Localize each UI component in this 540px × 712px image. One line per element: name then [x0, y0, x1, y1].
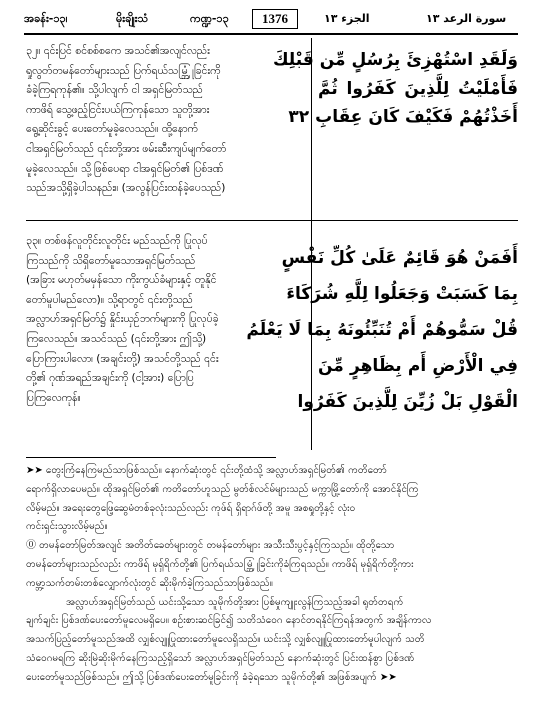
- text-line: ပြောကြားပါလော၊ (အချင်းတို့) အသင်တို့သည် ၎င်း: [26, 352, 219, 365]
- page-header: [24, 8, 518, 30]
- footnote-line: ကမ္ဘာ့သက်တမ်းတစ်လျှောက်လုံးတွင် ဆိုးမိုက်ခဲ့ကြသည်သာဖြစ်သည်။: [26, 577, 273, 589]
- text-line: ခံခဲ့ကြရကုန်၏။ သို့ပါလျက် ငါ အရှင်မြတ်သည်: [26, 84, 203, 97]
- footnote-line: ပေးတော်မူသည်ဖြစ်သည်။ ဤသို့ ပြစ်ဒဏ်ပေးတော်မူခြင်းကို ခံခဲ့ရသော သူမိုက်တို့၏ အဖြစ်အပျက် ➤➤: [26, 671, 397, 683]
- verse-separator: [26, 220, 518, 221]
- verse-33-arabic: [246, 240, 518, 420]
- footnote-line: အလ္လာဟ်အရှင်မြတ်သည် ယင်းသို့သော သူမိုက်တို့အား ပြစ်မှုကျူးလွန်ကြသည့်အခါ ရုတ်တရက်: [66, 596, 404, 608]
- footnote-line: လိမ့်မည်။ အရေးတွေဖြေ့ဆွေမံတစ်ခုလုံးသည်လည်း ကုဖ်ရ် ရှိရာဂ်ဖ်တို့ အမူ အစရှုတို့နှင့် လုံးဝ: [26, 502, 356, 514]
- arabic-line: أَفَمَنْ هُوَ قَائِمٌ عَلَىٰ كُلِّ نَفْسٍ: [281, 248, 518, 268]
- text-line: ကြသည်ကို သိရှိတော်မူသောအရှင်မြတ်သည်: [26, 254, 196, 267]
- arabic-line: قُلْ سَمُّوهُمْ أَمْ تُنَبِّئُونَهُ بِمَا لَا يَعْلَمُ: [246, 320, 518, 340]
- arabic-line: بِمَا كَسَبَتْ وَجَعَلُوا لِلَّهِ شُرَكَاءَ: [286, 284, 518, 304]
- footnote-line: ⓪ တမန်တော်မြတ်အလျင် အတိတ်ခေတ်များတွင် တမန်တော်များ အသီးသီးပွင့်နှင့်ကြသည်။ ထိုတို့သော: [26, 540, 395, 552]
- header-rule: [24, 33, 518, 35]
- text-line: ငါအရှင်မြတ်သည် ၎င်းတို့အား ဖမ်းဆီးကျပ်မျက်တော်: [26, 142, 227, 155]
- verse-32-translation: [26, 42, 304, 199]
- text-line: ၃၃။ တစ်ဖန်လူတိုင်းလူတိုင်း မည်သည်ကို ပြုလုပ်: [26, 235, 208, 247]
- section-label: ကဏ္ဍ-၁၃: [190, 12, 229, 25]
- text-line: တော်မူပါမည်လော)။ သို့ရာတွင် ၎င်းတို့သည်: [26, 293, 193, 306]
- page-number: 1376: [252, 9, 298, 29]
- arabic-line: الْقَوْلِ بَلْ زُيِّنَ لِلَّذِينَ كَفَرُوا: [297, 392, 518, 412]
- text-line: ပြကြလေကုန်။: [26, 391, 81, 404]
- juz-arabic: الجزء ١٣: [324, 12, 370, 25]
- arabic-line: أَخَذْتُهُمْ فَكَيْفَ كَانَ عِقَابِ ٣٢: [288, 107, 518, 127]
- footnote-line: သံဝေဂမရကြ ဆိုးမြဲဆိုးမိုက်နေကြသည့်ရှိသော် အလ္လာဟ်အရှင်မြတ်သည် နောက်ဆုံးတွင် ပြင်းထန်စွာ ပြစ်ဒဏ်: [26, 652, 415, 664]
- arabic-line: وَلَقَدِ اسْتُهْزِئَ بِرُسُلٍ مِّن قَبْلِكَ: [272, 50, 518, 70]
- arabic-line: فِي الْأَرْضِ أَم بِظَاهِرٍ مِّنَ: [318, 356, 518, 376]
- surah-arabic: سورة الرعد ١٣: [426, 12, 507, 25]
- text-line: ရှုလွတ်တမန်တော်များသည် ပြက်ရယ်သမ္ဘြုံခြင်းကို: [26, 64, 221, 77]
- footnote-line: အသက်ပြည့်တော်မူသည်အထိ လျှစ်လျူပြုထားတော်မူလေရှိသည်။ ယင်းသို့ လျှစ်လျူပြုထားတော်မူပါလျက် သတိ: [26, 634, 425, 646]
- text-line: ၃၂။ ၎င်းပြင် စင်စစ်စကေ အသင်၏အလျင်လည်း: [26, 45, 210, 57]
- footnote-line: ရောက်ရှိလာပေမည်။ ထိုအရှင်မြတ်၏ ကတိတော်ဟူသည် မွတ်စ်လင်မ်များသည် မက္ကာမြို့တော်ကို အောင်နိုင်ကြ: [26, 483, 419, 495]
- text-line: ကြလေသည်။ အသင်သည် (၎င်းတို့အား ဤသို့): [26, 332, 207, 345]
- footnote-line: ချက်ချင်း ပြစ်ဒဏ်ပေးတော်မူလေမရှိပေ။ စဉ်းစားဆင်ခြင်၍ သတိသံဝေဂ နောင်တရနိုင်ကြရန်အတွက် အချိန်ကာလ: [26, 615, 432, 627]
- text-line: အလ္လာဟ်အရှင်မြတ်၌ နှိုင်းယှဉ်ဘက်များကို ပြုလုပ်ခဲ့: [26, 313, 219, 326]
- footnote-rule: [26, 457, 276, 458]
- chapter-label: အခန်း-၁၃၊: [24, 12, 68, 25]
- text-line: ရွေ့ဆိုင်းခွင့် ပေးတော်မူခဲ့လေသည်။ ထို့နောက်: [26, 123, 198, 136]
- footnote-line: တမန်တော်များသည်လည်း ကာဖိရ် မုရှ်ရိက်တို့၏ ပြက်ရယ်သမ္ဘြုံခြင်းကိုခံကြရသည်။ ကာဖိရ် မုရှ်ရိက်တို့ကား: [26, 558, 414, 570]
- text-line: တို့၏ ဂုဏ်အရည်အချင်းကို (ငါ့အား) ပြောပြ: [26, 372, 194, 385]
- text-line: ကာဖိရ် သွေ့ဖည့်ငြင်းပယ်ကြကုန်သော သူတို့အား: [26, 103, 210, 116]
- footnotes: [26, 462, 518, 688]
- footnote-line: ကင်းရှင်းသွားလိမ့်မည်။: [26, 521, 108, 533]
- arabic-line: فَأَمْلَيْتُ لِلَّذِينَ كَفَرُوا ثُمَّ: [318, 78, 518, 99]
- surah-name-myanmar: မိုးချိုးသံ: [116, 12, 149, 25]
- footnote-line: ➤➤ တွေးကြံနေကြမည်သာဖြစ်သည်။ နောက်ဆုံးတွင် ၎င်းတို့ထံသို့ အလ္လာဟ်အရှင်မြတ်၏ ကတိတော်: [26, 465, 387, 476]
- text-line: သည်အသို့ရှိခဲ့ပါသနည်း။ (အလွန်ပြင်းထန်ခဲ့ပေသည်): [26, 182, 226, 195]
- verse-32-arabic: [272, 46, 518, 132]
- text-line: မူခဲ့လေသည်။ သို့ဖြစ်ပေရာ ငါအရှင်မြတ်၏ ပြစ်ဒဏ်: [26, 162, 224, 175]
- text-line: (အခြား မဟုတ်မမှန်သော ကိုးကွယ်ခံများနှင့် တူနိုင်: [26, 274, 217, 287]
